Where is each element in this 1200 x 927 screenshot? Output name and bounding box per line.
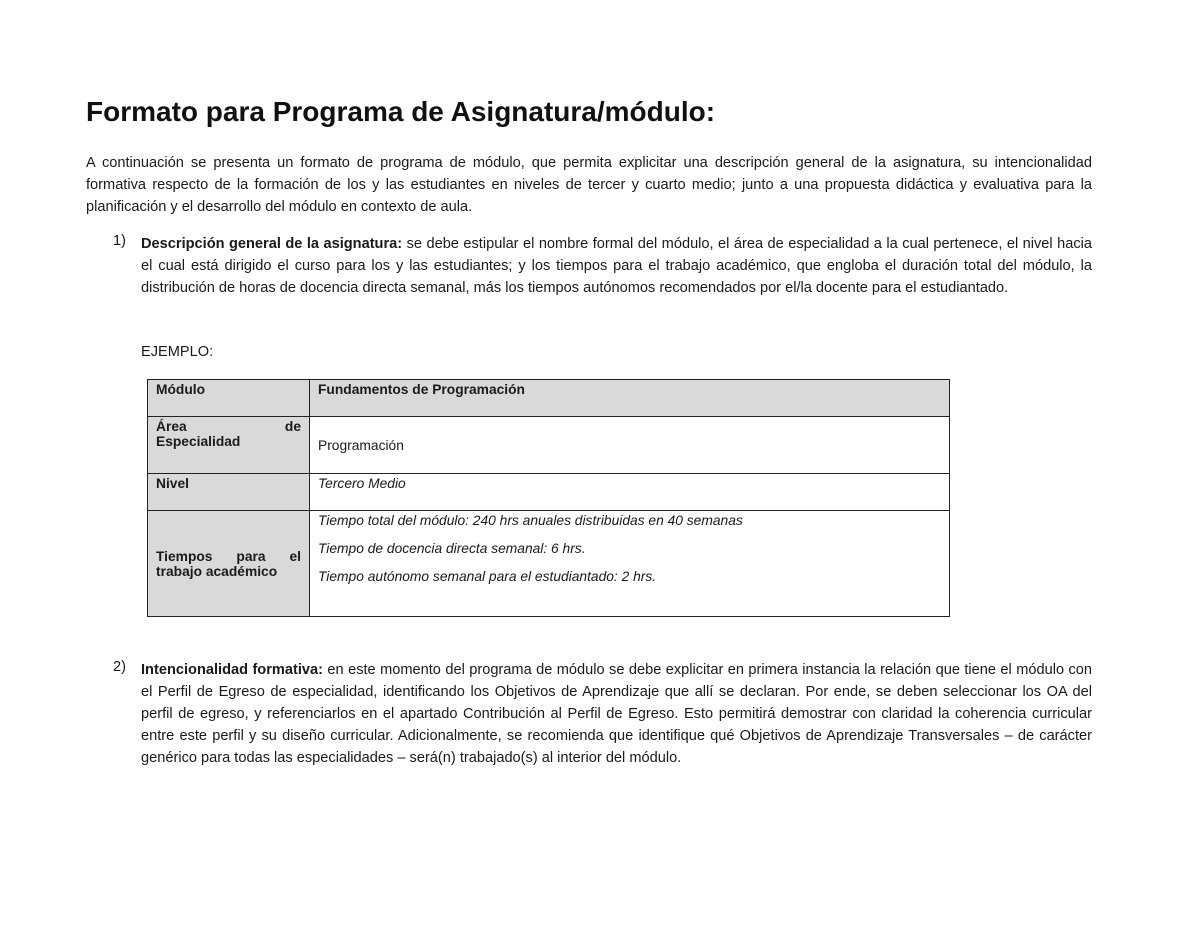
label-line: Área de — [156, 419, 301, 434]
example-label: EJEMPLO: — [141, 344, 214, 360]
list-item-body — [141, 659, 1092, 769]
time-line: Tiempo autónomo semanal para el estudiantado: 2 hrs. — [318, 569, 657, 584]
item-heading: Descripción general de la asignatura: — [141, 236, 403, 252]
table-value-cell: Tercero Medio — [310, 474, 950, 511]
table-value-cell: Programación — [310, 417, 950, 474]
time-line: Tiempo total del módulo: 240 hrs anuales distribuidas en 40 semanas — [318, 513, 743, 528]
item-text: se debe estipular el nombre formal del módulo, el área de especialidad a la cual pertenece, el nivel hacia el cual está dirigido el curso para los y las estudiantes; y los tiempos para el trabajo académico, que engloba el duración total del módulo, la distribución de horas de docencia directa semanal, más los tiempos autónomos recomendados por el/la docente para el estudiantado. — [141, 236, 1093, 296]
list-number: 1) — [113, 233, 126, 249]
table-value-cell: Fundamentos de Programación — [310, 380, 950, 417]
table-row — [148, 474, 950, 511]
label-line: Tiempos para el — [156, 548, 301, 564]
label-line: trabajo académico — [156, 563, 278, 579]
list-item-2 — [113, 659, 1092, 769]
label-line: Especialidad — [156, 434, 241, 449]
intro-paragraph: A continuación se presenta un formato de programa de módulo, que permita explicitar una descripción general de la asignatura, su intencionalidad formativa respecto de la formación de los y las estudiantes en niveles de tercer y cuarto medio; junto a una propuesta didáctica y evaluativa para la planificación y el desarrollo del módulo en contexto de aula. — [86, 155, 1092, 215]
table-label-cell: Módulo — [148, 380, 310, 417]
table-label-cell — [148, 511, 310, 617]
list-item-1 — [113, 233, 1092, 299]
table-value-cell — [310, 511, 950, 617]
table-label-cell: Nivel — [148, 474, 310, 511]
example-table — [147, 379, 950, 617]
table-row — [148, 511, 950, 617]
page-title: Formato para Programa de Asignatura/módulo: — [86, 96, 716, 127]
item-text: en este momento del programa de módulo se debe explicitar en primera instancia la relación que tiene el módulo con el Perfil de Egreso de especialidad, identificando los Objetivos de Aprendizaje que allí se declaran. Por ende, se deben seleccionar los OA del perfil de egreso, y referenciarlos en el apartado Contribución al Perfil de Egreso. Esto permitirá demostrar con claridad la coherencia curricular entre este perfil y su diseño curricular. Adicionalmente, se recomienda que identifique qué Objetivos de Aprendizaje Transversales – de carácter genérico para todas las especialidades – será(n) trabajado(s) al interior del módulo. — [141, 662, 1093, 766]
table-label-cell — [148, 417, 310, 474]
list-number: 2) — [113, 659, 126, 675]
time-line: Tiempo de docencia directa semanal: 6 hrs. — [318, 541, 586, 556]
item-heading: Intencionalidad formativa: — [141, 662, 324, 678]
table-row — [148, 417, 950, 474]
list-item-body — [141, 233, 1092, 299]
table-row — [148, 380, 950, 417]
